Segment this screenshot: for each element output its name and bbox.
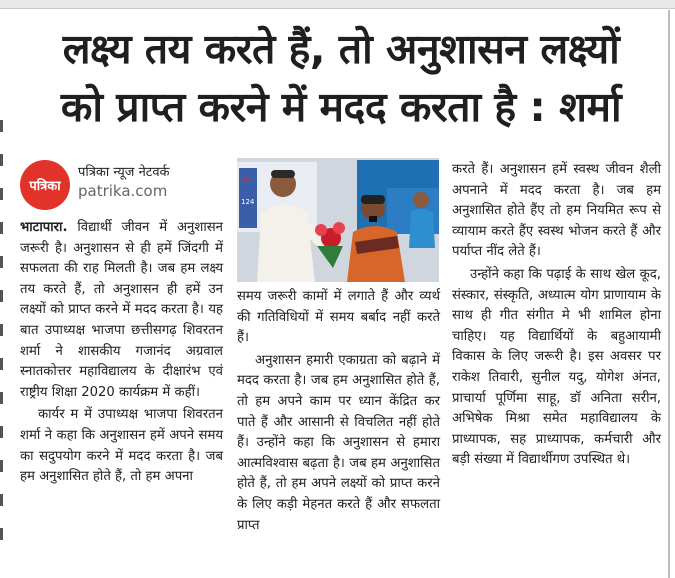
paragraph: अनुशासन हमारी एकाग्रता को बढ़ाने में मदद करता है। जब हम अनुशासित होते हैं, तो हम अपने काम पर ध्यान केंद्रित कर पाते हैं और आसानी से विचलित नहीं होते हैं। उन्होंने कहा कि अनुशासन से हमारा आत्मविश्वास बढ़ता है। जब हम अनुशासित होते हैं, तो हम अपने लक्ष्यों को प्राप्त करने के लिए कड़ी मेहनत करते हैं और सफलता प्राप्त — [237, 352, 440, 533]
adjacent-article-edge — [0, 120, 6, 560]
clipping-top-edge — [0, 0, 675, 9]
article-headline — [18, 20, 664, 136]
paragraph: उन्होंने कहा कि पढ़ाई के साथ खेल कूद, संस्कार, संस्कृति, अध्यात्म योग प्राणायाम के साथ ही गीत संगीत मे भी शामिल होना चाहिए। यह विद्यार्थियों के बहुआयामी विकास के लिए जरूरी है। इस अवसर पर राकेश तिवारी, सुनील यदु, योगेश अंनत, प्राचार्या पूर्णिमा साहू, डॉ अनिता सरीन, अभिषेक मिश्रा समेत महाविद्यालय के प्राध्यापक, सह प्राध्यापक, कर्मचारी और बड़ी संख्या में विद्यार्थीगण उपस्थित थे। — [452, 266, 661, 468]
paragraph: समय जरूरी कामों में लगाते हैं और व्यर्थ की गतिविधियों में समय बर्बाद नहीं करते हैं। — [237, 289, 440, 346]
paragraph — [20, 218, 223, 403]
event-photo-image — [237, 158, 439, 282]
svg-text:202: 202 — [241, 176, 255, 184]
patrika-logo — [20, 160, 70, 210]
adjacent-column-rule — [668, 10, 670, 578]
paragraph-text: विद्यार्थी जीवन में अनुशासन जरूरी है। अनुशासन से ही हमें जिंदगी में सफलता की राह मिलती है। जब हम लक्ष्य तय करते हैं, तो अनुशासन ही हमें उन लक्ष्यों को प्राप्त करने में मदद करता है। यह बात उपाध्यक्ष भाजपा छत्तीसगढ़ शिवरतन शर्मा ने शासकीय गजानंद अग्रवाल स्नातकोत्तर महाविद्यालय के दीक्षारंभ एवं राष्ट्रीय शिक्षा 2020 कार्यक्रम में कहीं। — [20, 220, 223, 400]
svg-text:124: 124 — [241, 198, 255, 206]
news-network-label: पत्रिका न्यूज नेटवर्क — [78, 165, 170, 180]
paragraph: करते हैं। अनुशासन हमें स्वस्थ जीवन शैली अपनाने में मदद करता है। जब हम अनुशासित होते हैंए तो हम नियमित रूप से व्यायाम करते हैंए स्वस्थ भोजन करते हैं और पर्याप्त नींद लेते हैं। — [452, 162, 661, 260]
website-label: patrika.com — [78, 182, 168, 200]
headline-line-1: लक्ष्य तय करते हैं, तो अनुशासन लक्ष्यों — [62, 25, 620, 73]
paragraph: कार्यर म में उपाध्यक्ष भाजपा शिवरतन शर्मा ने कहा कि अनुशासन हमें अपने समय का सदुपयोग करने में मदद करता है। जब हम अनुशासित होते हैं, तो हम अपना — [20, 407, 223, 485]
headline-line-2: को प्राप्त करने में मदद करता है : शर्मा — [60, 83, 622, 131]
article-column-2 — [237, 287, 440, 536]
patrika-logo-text: पत्रिका — [29, 179, 61, 194]
article-column-1 — [20, 218, 223, 488]
article-column-3 — [452, 160, 661, 471]
byline — [20, 158, 230, 210]
dateline: भाटापारा. — [20, 220, 68, 235]
event-photo — [237, 158, 439, 282]
